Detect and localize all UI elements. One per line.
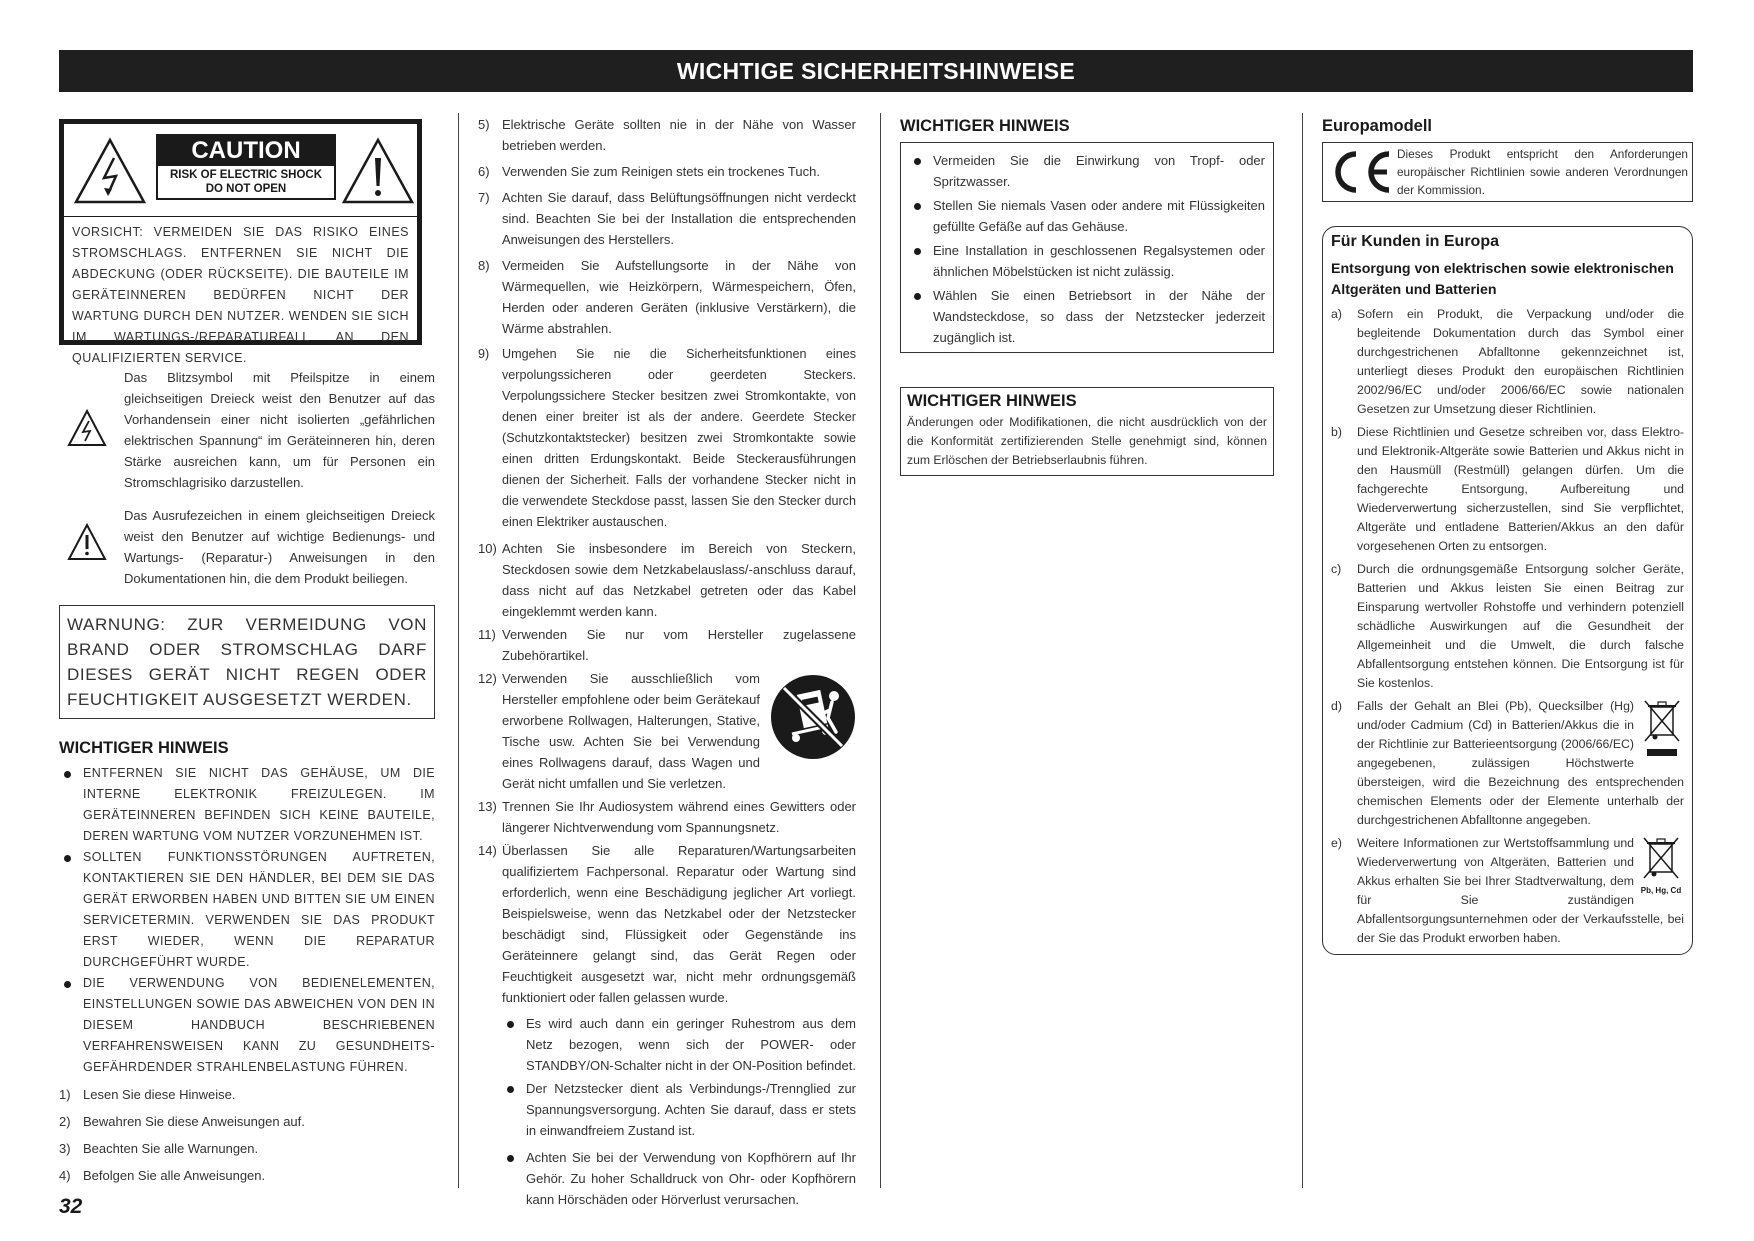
item-letter: d) <box>1331 699 1342 713</box>
item-number: 6) <box>478 164 490 179</box>
column-3 <box>900 117 1274 476</box>
lightning-warning-icon <box>72 136 148 206</box>
crossed-bin-icon <box>1641 697 1683 759</box>
list-item <box>59 1138 435 1159</box>
notice-list <box>59 763 435 1078</box>
list-item <box>59 1084 435 1105</box>
caution-box <box>59 119 422 365</box>
exclamation-symbol-note <box>59 505 435 589</box>
europe-model-heading: Europamodell <box>1322 117 1433 135</box>
instruction-list-continued <box>478 114 856 1008</box>
list-item <box>1331 560 1684 693</box>
list-item <box>59 1111 435 1132</box>
item-number: 7) <box>478 190 490 205</box>
list-item: Eine Installation in geschlossenen Regalsystemen oder ähnlichen Möbelstücken ist nicht zulässig. <box>909 240 1265 282</box>
item-letter: e) <box>1331 836 1342 850</box>
lightning-symbol-note <box>59 367 435 493</box>
item-text: Diese Richtlinien und Gesetze schreiben vor, dass Elektro- und Elektronik-Altgeräte sowie Batterien und Akkus nicht in den Hausmüll (Restmüll) gelangen dürfen. Um die fachgerechte Entsorgung, Aufbereitung und Wiederverwertung sicherzustellen, sind Sie verpflichtet, Altgeräte und entladene Batterien/Akkus an den dafür vorgesehenen Orten zu entsorgen. <box>1357 425 1684 553</box>
list-item <box>478 255 856 339</box>
item-number: 5) <box>478 117 490 132</box>
item-text: Verwenden Sie zum Reinigen stets ein trockenes Tuch. <box>502 164 820 179</box>
list-item <box>478 114 856 156</box>
exclamation-warning-icon <box>340 136 416 206</box>
eu-disposal-subheading: Entsorgung von elektrischen sowie elektronischen Altgeräten und Batterien <box>1331 261 1674 298</box>
notice-heading: WICHTIGER HINWEIS <box>59 739 229 757</box>
item-number: 12) <box>478 671 497 686</box>
item-number: 1) <box>59 1087 71 1102</box>
list-item <box>1331 423 1684 556</box>
eu-disposal-box <box>1322 226 1693 955</box>
item-text: Beachten Sie alle Warnungen. <box>83 1141 259 1156</box>
warning-box: WARNUNG: ZUR VERMEIDUNG VON BRAND ODER STROMSCHLAG DARF DIESES GERÄT NICHT REGEN ODER FEUCHTIGKEIT AUSGESETZT WERDEN. <box>59 605 435 719</box>
item-number: 10) <box>478 541 497 556</box>
list-item <box>1331 697 1684 830</box>
list-item: Wählen Sie einen Betriebsort in der Nähe der Wandsteckdose, so dass der Netzstecker jederzeit zugänglich ist. <box>909 285 1265 348</box>
lightning-symbol-text: Das Blitzsymbol mit Pfeilspitze in einem gleichseitigen Dreieck weist den Benutzer auf das Vorhandensein einer nicht isolierten „gefährlichen elektrischen Spannung“ im Geräteinneren hin, deren Stärke ausreichen kann, um für Personen ein Stromschlagrisiko darzustellen. <box>124 370 435 490</box>
item-number: 11) <box>478 627 496 642</box>
item-number: 3) <box>59 1141 71 1156</box>
item-number: 14) <box>478 843 497 858</box>
item-letter: c) <box>1331 562 1342 576</box>
column-2 <box>478 114 856 1210</box>
notice-heading-water: WICHTIGER HINWEIS <box>900 117 1070 135</box>
item-text: Falls der Gehalt an Blei (Pb), Quecksilber (Hg) und/oder Cadmium (Cd) in Batterien/Akkus die in der Richtlinie zur Batterieentsorgung (2006/66/EC) angegebenen, zulässigen Höchstwerte übersteigen, wird die Bezeichnung des entsprechenden chemischen Elements oder der Elemente unterhalb der durchgestrichenen Abfalltonne angegeben. <box>1357 699 1684 827</box>
item-text: Bewahren Sie diese Anweisungen auf. <box>83 1114 305 1129</box>
item-number: 4) <box>59 1168 71 1183</box>
list-item: Stellen Sie niemals Vasen oder andere mit Flüssigkeiten gefüllte Gefäße auf das Gehäuse. <box>909 195 1265 237</box>
item-text: Elektrische Geräte sollten nie in der Nähe von Wasser betrieben werden. <box>502 117 856 153</box>
column-divider <box>1302 113 1303 1188</box>
item-text: Befolgen Sie alle Anweisungen. <box>83 1168 266 1183</box>
bin-symbol <box>1640 697 1684 765</box>
list-item <box>1331 834 1684 948</box>
list-item: ENTFERNEN SIE NICHT DAS GEHÄUSE, UM DIE INTERNE ELEKTRONIK FREIZULEGEN. IM GERÄTEINNEREN BEFINDEN SICH KEINE BAUTEILE, DEREN WARTUNG VOM NUTZER VORZUNEHMEN IST. <box>59 763 435 847</box>
list-item <box>478 796 856 838</box>
column-divider <box>458 113 459 1188</box>
item-number: 13) <box>478 799 497 814</box>
caution-text: VORSICHT: VERMEIDEN SIE DAS RISIKO EINES STROMSCHLAGS. ENTFERNEN SIE NICHT DIE ABDECKUNG (ODER RÜCKSEITE). DIE BAUTEILE IM GERÄTEINNEREN BEDÜRFEN NICHT DER WARTUNG DURCH DEN NUTZER. WENDEN SIE SICH IM WARTUNGS-/REPARATURFALL AN DEN QUALIFIZIERTEN SERVICE. <box>72 225 409 365</box>
list-item <box>59 1165 435 1186</box>
ce-text: Dieses Produkt entspricht den Anforderungen europäischer Richtlinien sowie anderen Verordnungen der Kommission. <box>1397 147 1688 197</box>
caution-line-1: RISK OF ELECTRIC SHOCK <box>169 169 323 181</box>
column-4 <box>1322 117 1693 955</box>
list-item <box>478 187 856 250</box>
ce-box <box>1322 142 1693 202</box>
item-text: Achten Sie insbesondere im Bereich von Steckern, Steckdosen sowie dem Netzkabelauslass/-anschluss darauf, dass nicht auf das Netzkabel getreten oder das Kabel eingeklemmt werden kann. <box>502 541 856 619</box>
modification-notice-text: Änderungen oder Modifikationen, die nicht ausdrücklich von der die Konformität zertifizierenden Stelle genehmigt sind, können zum Erlöschen der Betriebserlaubnis führen. <box>907 415 1267 467</box>
item-number: 8) <box>478 258 490 273</box>
caution-line-2: DO NOT OPEN <box>205 183 287 195</box>
list-item: DIE VERWENDUNG VON BEDIENELEMENTEN, EINSTELLUNGEN SOWIE DAS ABWEICHEN VON DEN IN DIESEM HANDBUCH BESCHRIEBENEN VERFAHRENSWEISEN KANN ZU GESUNDHEITS-GEFÄHRDENDER STRAHLENBELASTUNG FÜHREN. <box>59 973 435 1078</box>
modification-notice-box <box>900 387 1274 476</box>
notice-heading-modifications: WICHTIGER HINWEIS <box>907 392 1077 410</box>
cart-tipover-warning-icon <box>770 674 856 760</box>
item-text: Sofern ein Produkt, die Verpackung und/oder die begleitende Dokumentation durch das Symbol einer durchgestrichenen Abfalltonne gekennzeichnet ist, unterliegt dieses Produkt den europäischen Richtlinien 2002/96/EC und/oder 2006/66/EC sowie nationalen Gesetzen zur Umsetzung dieser Richtlinien. <box>1357 307 1684 416</box>
item-text: Vermeiden Sie Aufstellungsorte in der Nähe von Wärmequellen, wie Heizkörpern, Wärmespeichern, Öfen, Herden oder anderen Geräten (inklusive Verstärkern), die Wärme abstrahlen. <box>502 258 856 336</box>
water-notice-list <box>909 150 1265 348</box>
list-item: Vermeiden Sie die Einwirkung von Tropf- oder Spritzwasser. <box>909 150 1265 192</box>
item-letter: a) <box>1331 307 1342 321</box>
page-title: WICHTIGE SICHERHEITSHINWEISE <box>59 50 1693 92</box>
eu-customers-heading: Für Kunden in Europa <box>1331 233 1499 250</box>
column-divider <box>880 113 881 1188</box>
item-text: Überlassen Sie alle Reparaturen/Wartungsarbeiten qualifiziertem Fachpersonal. Reparatur oder Wartung sind erforderlich, wenn eine Beschädigung jeglicher Art vorliegt. Beispielsweise, wenn das Netzkabel oder der Netzstecker beschädigt sind, Flüssigkeit oder Gegenstände ins Geräteinnere gelangt sind, das Gerät Regen oder Feuchtigkeit ausgesetzt war, nicht mehr ordnungsgemäß funktioniert oder fallen gelassen wurde. <box>502 843 856 1005</box>
caution-divider <box>64 216 417 217</box>
list-item <box>478 344 856 533</box>
instruction-list <box>59 1084 435 1186</box>
exclamation-triangle-icon <box>67 523 107 561</box>
list-item: Es wird auch dann ein geringer Ruhestrom aus dem Netz bezogen, wenn sich der POWER- oder STANDBY/ON-Schalter nicht in der ON-Position befindet. <box>502 1013 856 1076</box>
item-text: Umgehen Sie nie die Sicherheitsfunktionen eines verpolungssicheren oder geerdeten Steckers. Verpolungssichere Stecker besitzen zwei Stromkontakte, von denen einer breiter ist als der andere. Geerdete Stecker (Schutzkontaktstecker) besitzen zwei Stromkontakte sowie einen dritten Erdungskontakt. Beide Steckerausführungen dienen der Sicherheit. Falls der vorhandene Stecker nicht in die verwendete Steckdose passt, lassen Sie den Stecker durch einen Elektriker austauschen. <box>502 347 856 529</box>
bin-chemicals-label: Pb, Hg, Cd <box>1640 886 1682 895</box>
item-text: Verwenden Sie ausschließlich vom Hersteller empfohlene oder beim Gerätekauf erworbene Rollwagen, Halterungen, Stative, Tische usw. Achten Sie bei Verwendung eines Rollwagens darauf, dass Wagen und Gerät nicht umfallen und Sie verletzen. <box>502 671 760 791</box>
page-number: 32 <box>59 1195 83 1218</box>
bin-symbol-chemicals <box>1638 834 1684 896</box>
list-item: Achten Sie bei der Verwendung von Kopfhörern auf Ihr Gehör. Zu hoher Schalldruck von Ohr- oder Kopfhörern kann Hörschäden oder Hörverlust verursachen. <box>502 1147 856 1210</box>
disposal-list <box>1331 305 1684 948</box>
list-item <box>478 668 856 794</box>
crossed-bin-icon <box>1640 834 1682 880</box>
list-item: SOLLTEN FUNKTIONSSTÖRUNGEN AUFTRETEN, KONTAKTIEREN SIE DEN HÄNDLER, BEI DEM SIE DAS GERÄT ERWORBEN HABEN UND BITTEN SIE UM EINEN SERVICETERMIN. VERWENDEN SIE DAS PRODUKT ERST WIEDER, WENN DIE REPARATUR DURCHGEFÜHRT WURDE. <box>59 847 435 973</box>
item-text: Durch die ordnungsgemäße Entsorgung solcher Geräte, Batterien und Akkus leisten Sie einen Beitrag zur Einsparung wertvoller Rohstoffe und verhindern potenziell schädliche Auswirkungen auf die Gesundheit der Allgemeinheit und die Umwelt, die durch falsche Abfallentsorgung entstehen können. Die Entsorgung ist für Sie kostenlos. <box>1357 562 1684 690</box>
item-text: Verwenden Sie nur vom Hersteller zugelassene Zubehörartikel. <box>502 627 856 663</box>
repair-notes-list <box>478 1013 856 1210</box>
caution-word: CAUTION <box>158 136 334 166</box>
item-text: Trennen Sie Ihr Audiosystem während eines Gewitters oder längerer Nichtverwendung vom Spannungsnetz. <box>502 799 856 835</box>
item-letter: b) <box>1331 425 1342 439</box>
ce-mark-icon <box>1329 149 1393 195</box>
caution-label <box>156 134 336 200</box>
list-item <box>1331 305 1684 419</box>
item-number: 9) <box>478 347 490 361</box>
list-item <box>478 161 856 182</box>
exclamation-symbol-text: Das Ausrufezeichen in einem gleichseitigen Dreieck weist den Benutzer auf wichtige Bedienungs- und Wartungs- (Reparatur-) Anweisungen in den Dokumentationen hin, die dem Produkt beiliegen. <box>124 508 435 586</box>
item-text: Weitere Informationen zur Wertstoffsammlung und Wiederverwertung von Altgeräten, Batterien und Akkus erhalten Sie bei Ihrer Stadtverwaltung, dem für Sie zuständigen Abfallentsorgungsunternehmen oder der Verkaufsstelle, bei der Sie das Produkt erworben haben. <box>1357 836 1684 945</box>
water-notice-box <box>900 142 1274 353</box>
list-item: Der Netzstecker dient als Verbindungs-/Trennglied zur Spannungsversorgung. Achten Sie darauf, dass er stets in einwandfreiem Zustand ist. <box>502 1078 856 1141</box>
list-item <box>478 840 856 1008</box>
column-1 <box>59 119 435 1191</box>
item-number: 2) <box>59 1114 71 1129</box>
list-item <box>478 538 856 622</box>
list-item <box>478 624 856 666</box>
item-text: Lesen Sie diese Hinweise. <box>83 1087 236 1102</box>
item-text: Achten Sie darauf, dass Belüftungsöffnungen nicht verdeckt sind. Beachten Sie bei der Installation die entsprechenden Anweisungen des Herstellers. <box>502 190 856 247</box>
lightning-triangle-icon <box>67 409 107 447</box>
